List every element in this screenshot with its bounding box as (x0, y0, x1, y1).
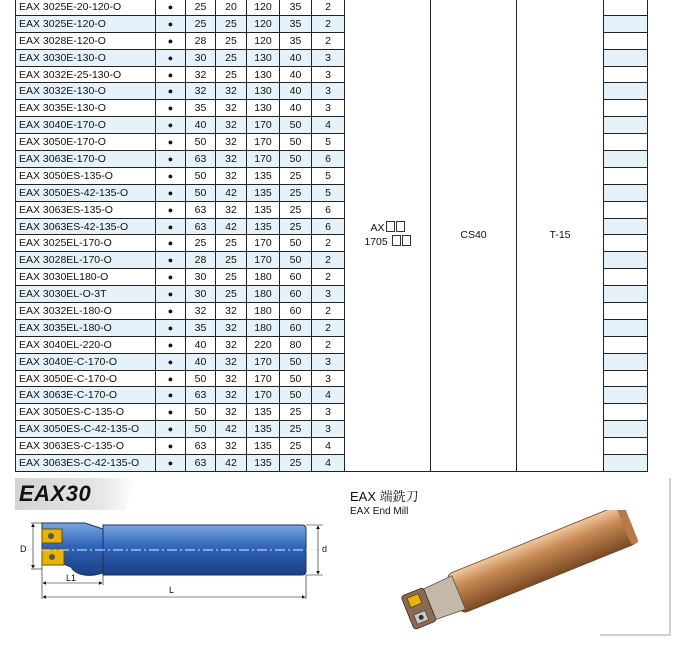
stock-dot-cell: ● (156, 66, 186, 83)
dim-cell-z: 5 (312, 134, 345, 151)
dim-cell-L1: 50 (280, 151, 312, 168)
model-cell: EAX 3040E-C-170-O (16, 353, 156, 370)
dim-cell-z: 2 (312, 336, 345, 353)
dim-cell-z: 4 (312, 387, 345, 404)
dim-cell-D: 63 (186, 151, 216, 168)
blank-cell (604, 49, 648, 66)
missing-glyph-icon (386, 221, 395, 232)
stock-dot-cell: ● (156, 404, 186, 421)
dim-cell-D: 40 (186, 117, 216, 134)
blank-cell (604, 0, 648, 15)
dim-cell-L: 170 (247, 151, 280, 168)
dim-cell-L1: 50 (280, 252, 312, 269)
dim-cell-L1: 50 (280, 117, 312, 134)
stock-dot-cell: ● (156, 303, 186, 320)
product-name-en: EAX End Mill (350, 506, 409, 517)
dim-cell-d: 32 (216, 167, 247, 184)
dim-label-D: D (20, 544, 27, 554)
blank-cell (604, 336, 648, 353)
blank-cell (604, 404, 648, 421)
table-row (16, 0, 648, 15)
dim-cell-d: 32 (216, 201, 247, 218)
wrench-cell: T-15 (517, 0, 604, 471)
blank-cell (604, 167, 648, 184)
dim-cell-D: 35 (186, 100, 216, 117)
dim-cell-D: 50 (186, 370, 216, 387)
model-cell: EAX 3063E-170-O (16, 151, 156, 168)
blank-cell (604, 455, 648, 472)
dim-cell-D: 30 (186, 286, 216, 303)
dim-cell-L: 135 (247, 218, 280, 235)
dim-cell-d: 32 (216, 404, 247, 421)
blank-cell (604, 303, 648, 320)
dim-cell-D: 32 (186, 303, 216, 320)
dim-cell-L: 135 (247, 438, 280, 455)
blank-cell (604, 218, 648, 235)
model-cell: EAX 3025EL-170-O (16, 235, 156, 252)
stock-dot-cell: ● (156, 32, 186, 49)
dim-cell-L: 170 (247, 235, 280, 252)
insert-text-2: 1705 (364, 235, 388, 248)
dim-cell-L1: 40 (280, 83, 312, 100)
dim-cell-d: 25 (216, 32, 247, 49)
blank-cell (604, 134, 648, 151)
dim-cell-L: 130 (247, 66, 280, 83)
stock-dot-cell: ● (156, 15, 186, 32)
dim-cell-d: 32 (216, 438, 247, 455)
spec-table (15, 0, 648, 472)
stock-dot-cell: ● (156, 336, 186, 353)
dim-cell-d: 25 (216, 49, 247, 66)
blank-cell (604, 319, 648, 336)
dim-cell-D: 50 (186, 404, 216, 421)
photo-shank (446, 510, 638, 614)
model-cell: EAX 3030EL180-O (16, 269, 156, 286)
model-cell: EAX 3050ES-C-135-O (16, 404, 156, 421)
dim-cell-D: 50 (186, 134, 216, 151)
blank-cell (604, 66, 648, 83)
stock-dot-cell: ● (156, 151, 186, 168)
dim-cell-L: 170 (247, 370, 280, 387)
dim-cell-D: 35 (186, 319, 216, 336)
dim-cell-d: 25 (216, 15, 247, 32)
model-cell: EAX 3063ES-135-O (16, 201, 156, 218)
dim-cell-z: 3 (312, 83, 345, 100)
dim-cell-z: 3 (312, 100, 345, 117)
blank-cell (604, 370, 648, 387)
dim-cell-z: 2 (312, 32, 345, 49)
stock-dot-cell: ● (156, 49, 186, 66)
stock-dot-cell: ● (156, 83, 186, 100)
model-cell: EAX 3050ES-135-O (16, 167, 156, 184)
dim-label-L1: L1 (66, 573, 77, 583)
series-title-band (15, 478, 137, 510)
blank-cell (604, 387, 648, 404)
dim-cell-L: 220 (247, 336, 280, 353)
dim-cell-d: 32 (216, 100, 247, 117)
model-cell: EAX 3028EL-170-O (16, 252, 156, 269)
dim-cell-D: 30 (186, 269, 216, 286)
stock-dot-cell: ● (156, 218, 186, 235)
dim-cell-L1: 40 (280, 66, 312, 83)
dim-cell-L: 135 (247, 455, 280, 472)
dim-cell-z: 6 (312, 201, 345, 218)
stock-dot-cell: ● (156, 184, 186, 201)
insert-cell (345, 0, 431, 471)
stock-dot-cell: ● (156, 353, 186, 370)
dim-cell-z: 4 (312, 455, 345, 472)
dim-cell-L1: 40 (280, 49, 312, 66)
stock-dot-cell: ● (156, 421, 186, 438)
dim-cell-L: 170 (247, 353, 280, 370)
blank-cell (604, 15, 648, 32)
dim-cell-D: 40 (186, 336, 216, 353)
dim-cell-D: 50 (186, 184, 216, 201)
dim-cell-L: 180 (247, 286, 280, 303)
dim-cell-L1: 25 (280, 167, 312, 184)
missing-glyph-icon (396, 221, 405, 232)
stock-dot-cell: ● (156, 269, 186, 286)
dim-cell-L1: 50 (280, 353, 312, 370)
model-cell: EAX 3063ES-42-135-O (16, 218, 156, 235)
stock-dot-cell: ● (156, 319, 186, 336)
stock-dot-cell: ● (156, 167, 186, 184)
dim-cell-d: 32 (216, 134, 247, 151)
blank-cell (604, 117, 648, 134)
dim-cell-D: 25 (186, 235, 216, 252)
stock-dot-cell: ● (156, 252, 186, 269)
blank-cell (604, 421, 648, 438)
dim-cell-D: 32 (186, 83, 216, 100)
dim-cell-D: 63 (186, 218, 216, 235)
model-cell: EAX 3025E-20-120-O (16, 0, 156, 15)
stock-dot-cell: ● (156, 286, 186, 303)
stock-dot-cell: ● (156, 134, 186, 151)
model-cell: EAX 3050E-170-O (16, 134, 156, 151)
dim-cell-L: 135 (247, 421, 280, 438)
dim-cell-L1: 25 (280, 201, 312, 218)
dim-cell-L: 180 (247, 269, 280, 286)
dim-cell-z: 3 (312, 421, 345, 438)
dim-cell-D: 25 (186, 15, 216, 32)
dim-cell-z: 3 (312, 404, 345, 421)
model-cell: EAX 3063ES-C-42-135-O (16, 455, 156, 472)
dim-cell-L: 120 (247, 32, 280, 49)
dim-cell-L1: 35 (280, 0, 312, 15)
dim-cell-d: 25 (216, 252, 247, 269)
model-cell: EAX 3050E-C-170-O (16, 370, 156, 387)
dim-cell-D: 63 (186, 455, 216, 472)
missing-glyph-icon (392, 235, 401, 246)
dim-cell-z: 3 (312, 353, 345, 370)
frame-border-right (669, 478, 671, 636)
dim-cell-d: 25 (216, 269, 247, 286)
dim-cell-L: 120 (247, 15, 280, 32)
model-cell: EAX 3050ES-C-42-135-O (16, 421, 156, 438)
dim-cell-z: 2 (312, 0, 345, 15)
dim-label-d: d (322, 544, 328, 554)
model-cell: EAX 3063ES-C-135-O (16, 438, 156, 455)
dim-cell-d: 32 (216, 151, 247, 168)
dim-cell-d: 25 (216, 66, 247, 83)
frame-border-bottom (600, 634, 670, 636)
dim-cell-D: 50 (186, 421, 216, 438)
dim-cell-D: 25 (186, 0, 216, 15)
dim-cell-L1: 25 (280, 438, 312, 455)
dim-cell-L1: 60 (280, 303, 312, 320)
stock-dot-cell: ● (156, 455, 186, 472)
dim-cell-L1: 80 (280, 336, 312, 353)
dim-cell-L1: 25 (280, 455, 312, 472)
product-name-zh: EAX 端銑刀 (350, 489, 419, 504)
blank-cell (604, 201, 648, 218)
product-photo (395, 510, 660, 630)
stock-dot-cell: ● (156, 201, 186, 218)
dim-cell-L1: 35 (280, 32, 312, 49)
blank-cell (604, 151, 648, 168)
blank-cell (604, 32, 648, 49)
series-title: EAX30 (19, 481, 92, 506)
dim-cell-L1: 60 (280, 269, 312, 286)
dim-cell-L1: 50 (280, 387, 312, 404)
stock-dot-cell: ● (156, 0, 186, 15)
dim-cell-L: 120 (247, 0, 280, 15)
dim-cell-L1: 25 (280, 218, 312, 235)
dim-cell-z: 2 (312, 15, 345, 32)
dim-cell-L: 170 (247, 252, 280, 269)
blank-cell (604, 286, 648, 303)
stock-dot-cell: ● (156, 370, 186, 387)
dim-cell-L1: 60 (280, 319, 312, 336)
model-cell: EAX 3035EL-180-O (16, 319, 156, 336)
dim-cell-L1: 50 (280, 134, 312, 151)
dim-cell-z: 3 (312, 286, 345, 303)
model-cell: EAX 3032EL-180-O (16, 303, 156, 320)
dim-cell-L1: 60 (280, 286, 312, 303)
dim-cell-L1: 25 (280, 184, 312, 201)
model-cell: EAX 3028E-120-O (16, 32, 156, 49)
dim-cell-z: 2 (312, 319, 345, 336)
blank-cell (604, 438, 648, 455)
blank-cell (604, 83, 648, 100)
model-cell: EAX 3025E-120-O (16, 15, 156, 32)
dim-cell-L1: 25 (280, 404, 312, 421)
dim-cell-d: 20 (216, 0, 247, 15)
dim-cell-d: 32 (216, 336, 247, 353)
dim-cell-D: 63 (186, 438, 216, 455)
stock-dot-cell: ● (156, 117, 186, 134)
model-cell: EAX 3040EL-220-O (16, 336, 156, 353)
dim-cell-L: 170 (247, 117, 280, 134)
dim-cell-z: 2 (312, 252, 345, 269)
dim-cell-D: 32 (186, 66, 216, 83)
dim-cell-z: 6 (312, 218, 345, 235)
dim-cell-L1: 40 (280, 100, 312, 117)
dim-cell-d: 32 (216, 319, 247, 336)
stock-dot-cell: ● (156, 235, 186, 252)
dim-cell-d: 32 (216, 303, 247, 320)
dim-cell-L1: 50 (280, 235, 312, 252)
dim-cell-D: 30 (186, 49, 216, 66)
dim-cell-D: 63 (186, 387, 216, 404)
dim-cell-L: 170 (247, 387, 280, 404)
model-cell: EAX 3032E-130-O (16, 83, 156, 100)
dim-cell-D: 40 (186, 353, 216, 370)
blank-cell (604, 353, 648, 370)
dim-cell-L: 135 (247, 167, 280, 184)
model-cell: EAX 3040E-170-O (16, 117, 156, 134)
dim-cell-L: 130 (247, 49, 280, 66)
dim-label-L: L (169, 585, 175, 595)
dim-cell-d: 25 (216, 235, 247, 252)
dim-cell-z: 3 (312, 66, 345, 83)
dim-cell-L: 130 (247, 100, 280, 117)
dim-cell-D: 50 (186, 167, 216, 184)
dim-cell-L: 135 (247, 184, 280, 201)
dim-cell-L: 170 (247, 134, 280, 151)
dimension-drawing (15, 515, 335, 607)
blank-cell (604, 184, 648, 201)
dim-cell-L: 180 (247, 319, 280, 336)
dim-cell-d: 32 (216, 387, 247, 404)
dim-cell-z: 5 (312, 167, 345, 184)
stock-dot-cell: ● (156, 438, 186, 455)
dim-cell-z: 2 (312, 269, 345, 286)
blank-cell (604, 100, 648, 117)
missing-glyph-icon (402, 235, 411, 246)
dim-cell-D: 28 (186, 32, 216, 49)
dim-cell-L1: 50 (280, 370, 312, 387)
dim-cell-z: 2 (312, 235, 345, 252)
model-cell: EAX 3035E-130-O (16, 100, 156, 117)
stock-dot-cell: ● (156, 387, 186, 404)
dim-cell-d: 42 (216, 421, 247, 438)
blank-cell (604, 235, 648, 252)
blank-cell (604, 269, 648, 286)
screw-cell: CS40 (431, 0, 517, 471)
model-cell: EAX 3050ES-42-135-O (16, 184, 156, 201)
dim-cell-d: 42 (216, 218, 247, 235)
dim-cell-d: 32 (216, 353, 247, 370)
blank-cell (604, 252, 648, 269)
dim-cell-z: 4 (312, 438, 345, 455)
dim-cell-L: 180 (247, 303, 280, 320)
dim-cell-z: 6 (312, 151, 345, 168)
dim-cell-D: 63 (186, 201, 216, 218)
dim-cell-d: 32 (216, 370, 247, 387)
insert-label-line2 (345, 235, 430, 249)
dim-cell-L1: 35 (280, 15, 312, 32)
dim-cell-z: 3 (312, 49, 345, 66)
insert-label-line1 (345, 221, 430, 235)
insert-text-1: AX (370, 221, 385, 234)
model-cell: EAX 3063E-C-170-O (16, 387, 156, 404)
dim-cell-L: 135 (247, 201, 280, 218)
dim-cell-d: 32 (216, 117, 247, 134)
dim-cell-L1: 25 (280, 421, 312, 438)
dim-cell-z: 2 (312, 303, 345, 320)
dim-cell-d: 42 (216, 455, 247, 472)
dim-cell-z: 5 (312, 184, 345, 201)
dim-cell-z: 3 (312, 370, 345, 387)
stock-dot-cell: ● (156, 100, 186, 117)
model-cell: EAX 3030E-130-O (16, 49, 156, 66)
dim-cell-z: 4 (312, 117, 345, 134)
dim-cell-D: 28 (186, 252, 216, 269)
dim-cell-d: 32 (216, 83, 247, 100)
dim-cell-L: 130 (247, 83, 280, 100)
model-cell: EAX 3030EL-O-3T (16, 286, 156, 303)
dim-cell-d: 42 (216, 184, 247, 201)
dim-cell-d: 25 (216, 286, 247, 303)
dim-cell-L: 135 (247, 404, 280, 421)
model-cell: EAX 3032E-25-130-O (16, 66, 156, 83)
